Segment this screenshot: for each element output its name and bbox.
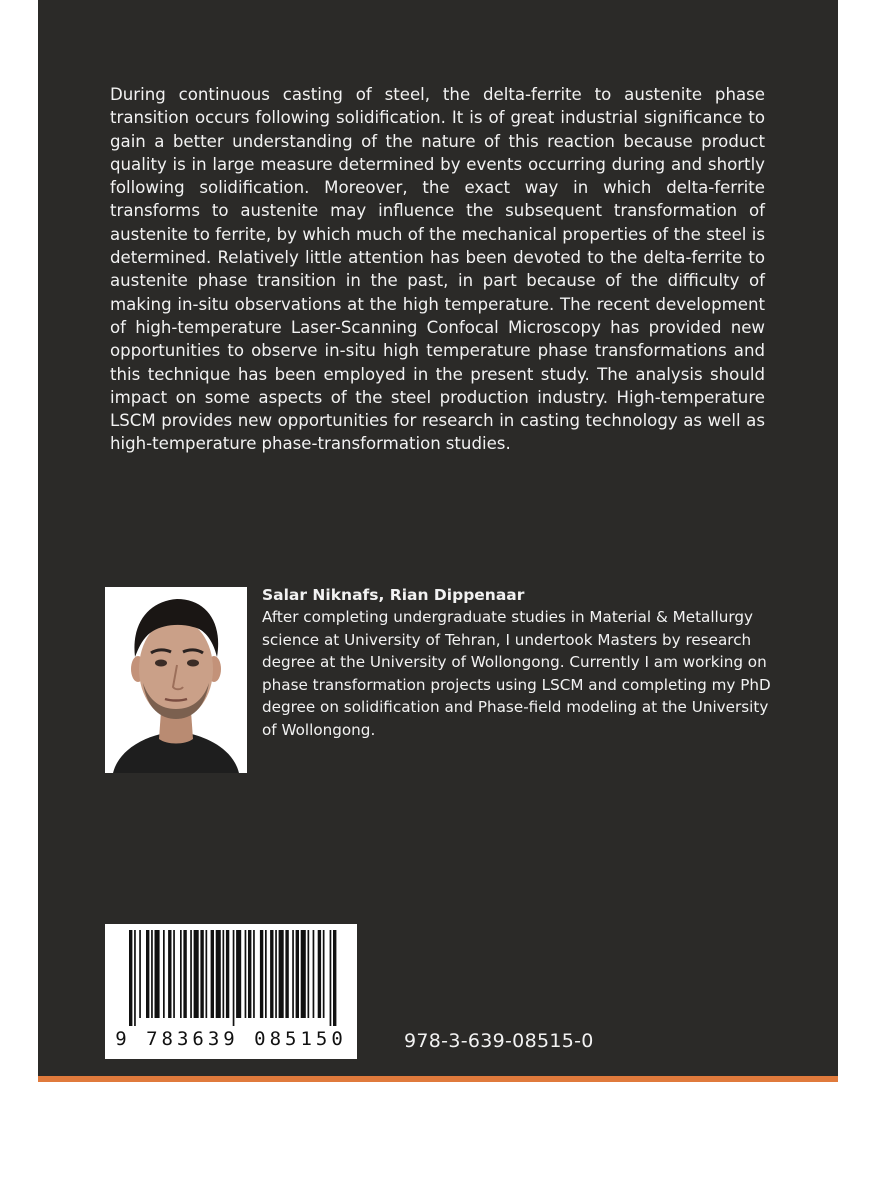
- barcode-bar: [318, 930, 321, 1018]
- author-bio: After completing undergraduate studies in Material & Metallurgy science at University of Tehran, I undertook Masters by research degree at the University of Wollongong. Currently I am working on phase transformation projects using LSCM and completing my PhD degree on solidification and Phase-field modeling at the University of Wollongong.: [262, 608, 771, 739]
- barcode-bar: [216, 930, 221, 1018]
- barcode-bar: [129, 930, 132, 1026]
- accent-band: [38, 1076, 838, 1082]
- barcode-bar: [226, 930, 229, 1018]
- barcode-bar: [260, 930, 263, 1018]
- barcode-bar: [190, 930, 192, 1018]
- barcode: [105, 924, 357, 1059]
- barcode-bar: [236, 930, 241, 1018]
- author-portrait-image: [105, 587, 247, 773]
- barcode-bar: [233, 930, 235, 1026]
- barcode-bar: [211, 930, 214, 1018]
- barcode-bar: [168, 930, 171, 1018]
- barcode-digits: 9 783639 085150: [115, 1028, 347, 1050]
- barcode-bar: [265, 930, 267, 1018]
- barcode-bar: [301, 930, 306, 1018]
- barcode-bar: [313, 930, 315, 1018]
- barcode-bar: [194, 930, 199, 1018]
- barcode-bar: [183, 930, 186, 1018]
- barcode-bar: [223, 930, 225, 1018]
- barcode-bar: [163, 930, 165, 1018]
- barcode-bar: [173, 930, 175, 1018]
- barcode-bar: [308, 930, 310, 1018]
- barcode-bar: [330, 930, 332, 1026]
- barcode-bar: [206, 930, 208, 1018]
- barcode-bar: [285, 930, 288, 1018]
- barcode-bar: [333, 930, 336, 1026]
- barcode-bar: [248, 930, 251, 1018]
- barcode-bar: [275, 930, 277, 1018]
- barcode-bar: [292, 930, 294, 1018]
- barcode-bar: [151, 930, 153, 1018]
- barcode-bar: [155, 930, 160, 1018]
- barcode-bar: [139, 930, 141, 1018]
- barcode-bar: [245, 930, 247, 1018]
- isbn-number: 978-3-639-08515-0: [404, 1030, 594, 1052]
- barcode-bar: [270, 930, 273, 1018]
- barcode-bar: [146, 930, 149, 1018]
- barcode-bar: [296, 930, 299, 1018]
- barcode-bar: [323, 930, 325, 1018]
- book-description: During continuous casting of steel, the delta-ferrite to austenite phase transition occurs following solidification. It is of great industrial significance to gain a better understanding of the nature of this reaction because product quality is in large measure determined by events occurring during and shortly following solidification. Moreover, the exact way in which delta-ferrite transforms to austenite may influence the subsequent transformation of austenite to ferrite, by which much of the mechanical properties of the steel is determined. Relatively little attention has been devoted to the delta-ferrite to austenite phase transition in the past, in part because of the difficulty of making in-situ observations at the high temperature. The recent development of high-temperature Laser-Scanning Confocal Microscopy has provided new opportunities to observe in-situ high temperature phase transformations and this technique has been employed in the present study. The analysis should impact on some aspects of the steel production industry. High-temperature LSCM provides new opportunities for research in casting technology as well as high-temperature phase-transformation studies.: [110, 85, 765, 454]
- barcode-bar: [253, 930, 255, 1018]
- barcode-bar: [180, 930, 182, 1018]
- barcode-bar: [279, 930, 284, 1018]
- barcode-bar: [200, 930, 203, 1018]
- author-photo: [105, 587, 247, 773]
- barcode-bars: [105, 924, 357, 1028]
- barcode-bar: [134, 930, 136, 1026]
- author-names: Salar Niknafs, Rian Dippenaar: [262, 586, 525, 604]
